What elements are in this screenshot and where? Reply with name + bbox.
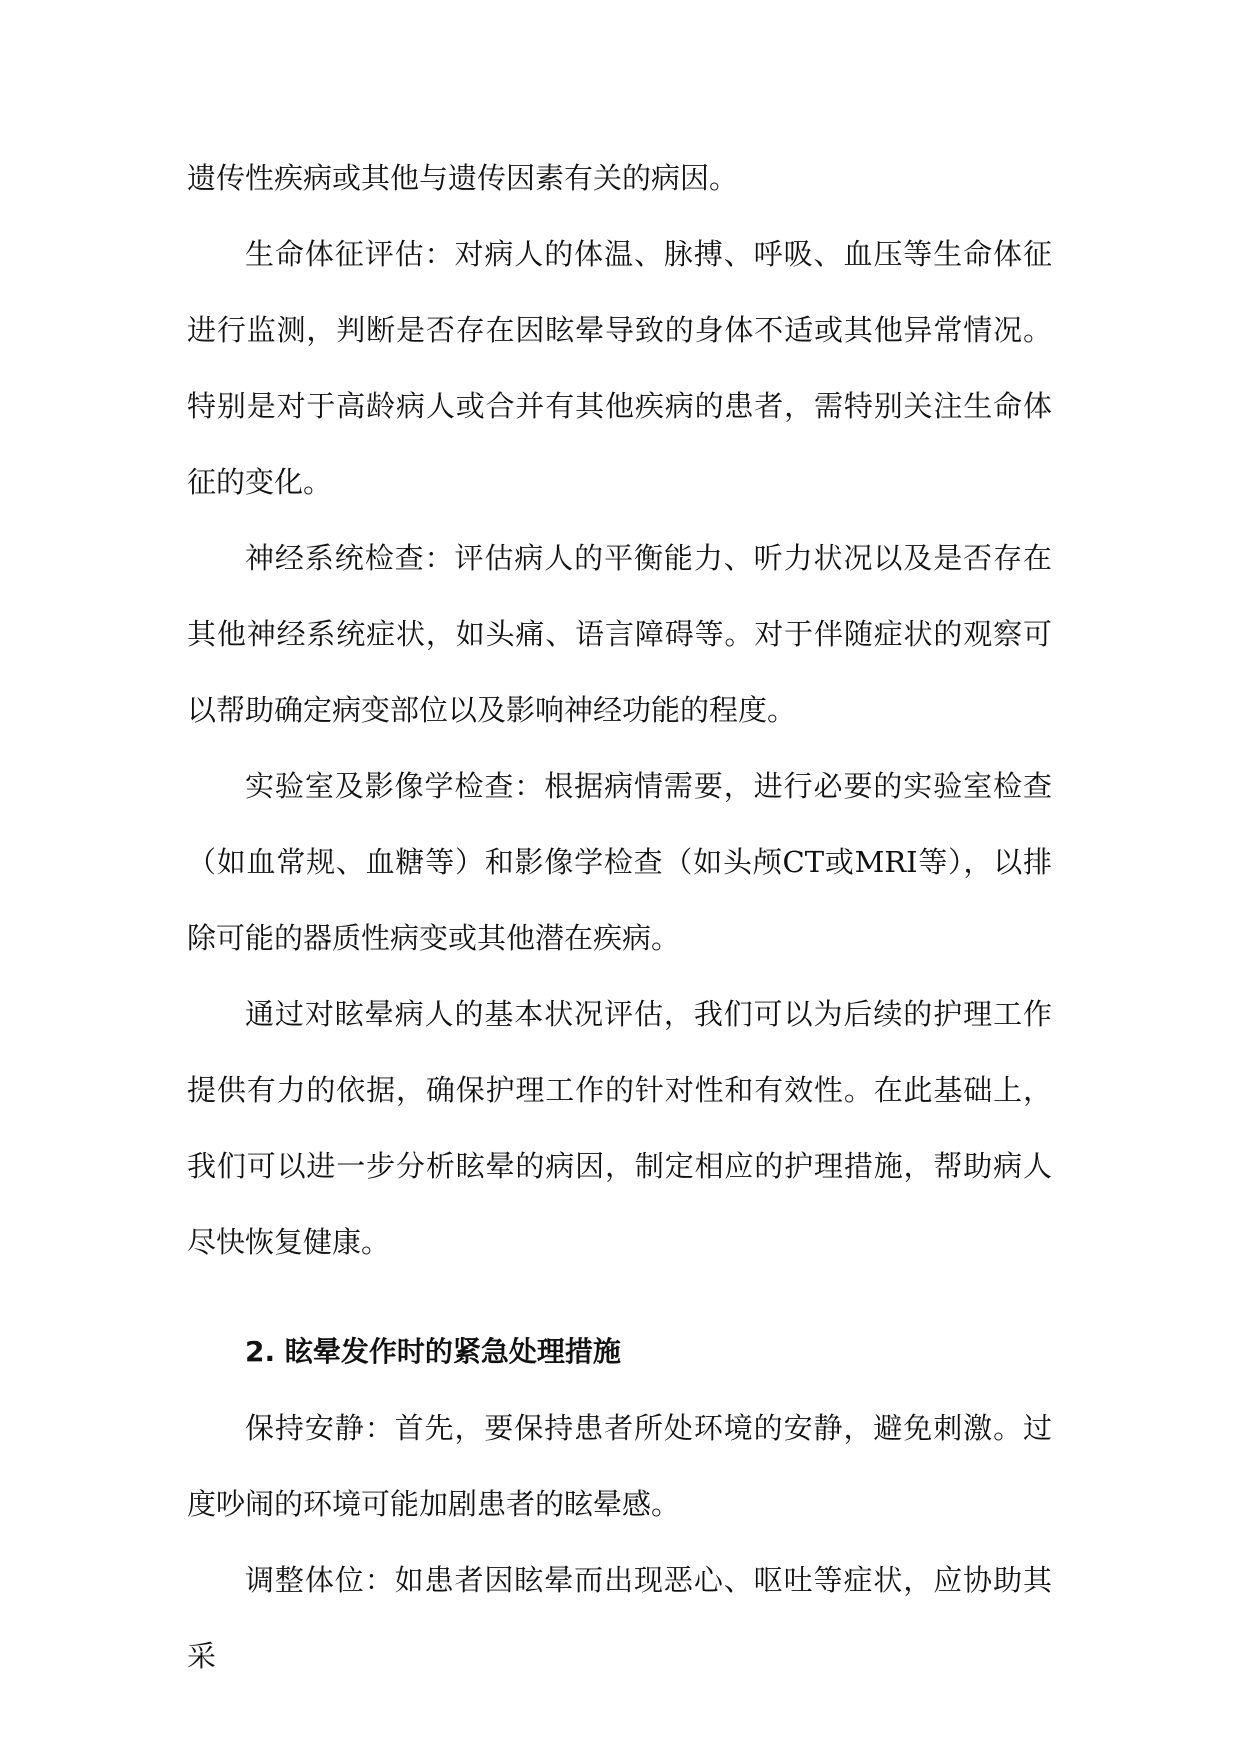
paragraph-keep-quiet: 保持安静：首先，要保持患者所处环境的安静，避免刺激。过度吵闹的环境可能加剧患者的眩晕感。 <box>187 1411 1052 1521</box>
paragraph-assessment-summary: 通过对眩晕病人的基本状况评估，我们可以为后续的护理工作提供有力的依据，确保护理工作的针对性和有效性。在此基础上，我们可以进一步分析眩晕的病因，制定相应的护理措施，帮助病人尽快恢复健康。 <box>187 997 1052 1259</box>
paragraph-hereditary-causes: 遗传性疾病或其他与遗传因素有关的病因。 <box>187 161 739 195</box>
document-body <box>187 140 1052 1694</box>
paragraph-lab-imaging: 实验室及影像学检查：根据病情需要，进行必要的实验室检查（如血常规、血糖等）和影像学检查（如头颅CT或MRI等），以排除可能的器质性病变或其他潜在疾病。 <box>187 769 1052 955</box>
paragraph-vital-signs: 生命体征评估：对病人的体温、脉搏、呼吸、血压等生命体征进行监测，判断是否存在因眩晕导致的身体不适或其他异常情况。特别是对于高龄病人或合并有其他疾病的患者，需特别关注生命体征的变化。 <box>187 237 1052 499</box>
section-heading: 2. 眩晕发作时的紧急处理措施 <box>245 1335 621 1368</box>
paragraph-adjust-position: 调整体位：如患者因眩晕而出现恶心、呕吐等症状，应协助其采 <box>187 1563 1052 1673</box>
paragraph-neurological-exam: 神经系统检查：评估病人的平衡能力、听力状况以及是否存在其他神经系统症状，如头痛、语言障碍等。对于伴随症状的观察可以帮助确定病变部位以及影响神经功能的程度。 <box>187 541 1052 727</box>
